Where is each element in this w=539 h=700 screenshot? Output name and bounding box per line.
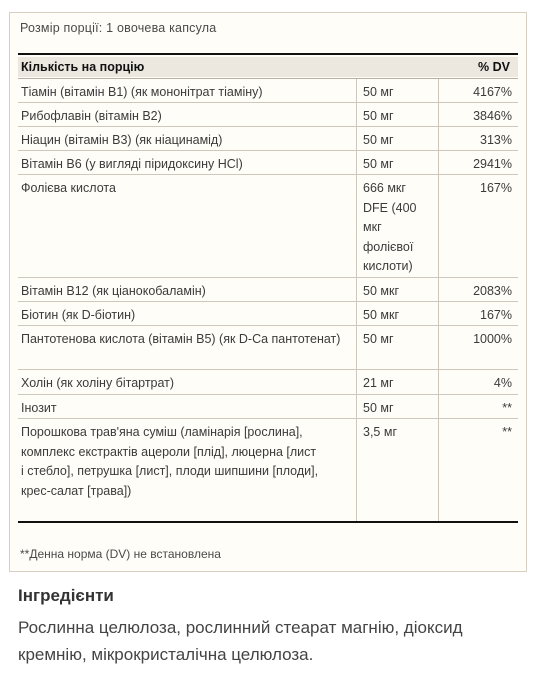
table-row (18, 278, 518, 302)
nutrient-amount: 50 мг (363, 157, 394, 171)
nutrient-dv: 167% (480, 181, 512, 195)
nutrient-dv: 313% (480, 133, 512, 147)
table-row (18, 103, 518, 127)
nutrient-dv: 4167% (473, 85, 512, 99)
nutrient-dv: 3846% (473, 109, 512, 123)
nutrient-dv: 4% (493, 376, 512, 390)
nutrient-name: Пантотенова кислота (вітамін В5) (як D-Ca пантотенат) (21, 332, 341, 346)
nutrient-amount: 50 мг (363, 109, 394, 123)
nutrient-amount: 50 мг (363, 133, 394, 147)
nutrient-dv: 2941% (473, 157, 512, 171)
nutrient-dv: 167% (480, 308, 512, 322)
nutrient-name: Фолієва кислота (21, 181, 116, 195)
nutrient-name: Тіамін (вітамін В1) (як мононітрат тіаміну) (21, 85, 263, 99)
table-row (18, 326, 518, 370)
table-row (18, 395, 518, 419)
nutrient-dv: 2083% (473, 284, 512, 298)
table-row (18, 175, 518, 278)
dv-footnote: **Денна норма (DV) не встановлена (20, 547, 221, 561)
supplement-facts-panel (9, 12, 527, 572)
nutrient-amount: 50 мг (363, 401, 394, 415)
nutrient-amount: 666 мкг DFE (400 мкг фолієвої кислоти) (363, 181, 417, 273)
nutrient-name: Холін (як холіну бітартрат) (21, 376, 175, 390)
nutrient-name: Рибофлавін (вітамін В2) (21, 109, 162, 123)
nutrient-amount: 50 мкг (363, 308, 399, 322)
table-row (18, 419, 518, 523)
nutrient-name: Інозит (21, 401, 57, 415)
nutrient-amount: 50 мг (363, 332, 394, 346)
table-header (18, 57, 518, 77)
nutrient-name: Вітамін В6 (у вигляді піридоксину HCl) (21, 157, 243, 171)
ingredients-title: Інгредієнти (18, 586, 114, 605)
nutrient-dv: ** (502, 401, 512, 415)
nutrient-dv: ** (502, 425, 512, 439)
nutrient-amount: 50 мкг (363, 284, 399, 298)
table-row (18, 151, 518, 175)
header-divider-thick (18, 53, 518, 55)
serving-size: Розмір порції: 1 овочева капсула (20, 21, 217, 35)
nutrient-rows (18, 79, 518, 523)
table-row (18, 127, 518, 151)
nutrient-amount: 3,5 мг (363, 425, 398, 439)
nutrient-name: Вітамін В12 (як ціанокобаламін) (21, 284, 206, 298)
header-nutrient: Кількість на порцію (21, 60, 145, 74)
table-row (18, 79, 518, 103)
nutrient-name: Порошкова трав'яна суміш (ламінарія [рослина], комплекс екстрактів ацероли [плід], люцерна [лист і стебло], петрушка [лист], плоди шипшини [плоди], крес-салат [трава]) (21, 425, 319, 498)
ingredients-text: Рослинна целюлоза, рослинний стеарат магнію, діоксид кремнію, мікрокристалічна целюлоза. (18, 618, 463, 664)
table-row (18, 370, 518, 395)
nutrient-amount: 50 мг (363, 85, 394, 99)
table-row (18, 302, 518, 326)
nutrient-name: Ніацин (вітамін В3) (як ніацинамід) (21, 133, 223, 147)
nutrient-amount: 21 мг (363, 376, 394, 390)
header-dv: % DV (478, 60, 510, 74)
nutrient-name: Біотин (як D-біотин) (21, 308, 136, 322)
nutrient-dv: 1000% (473, 332, 512, 346)
